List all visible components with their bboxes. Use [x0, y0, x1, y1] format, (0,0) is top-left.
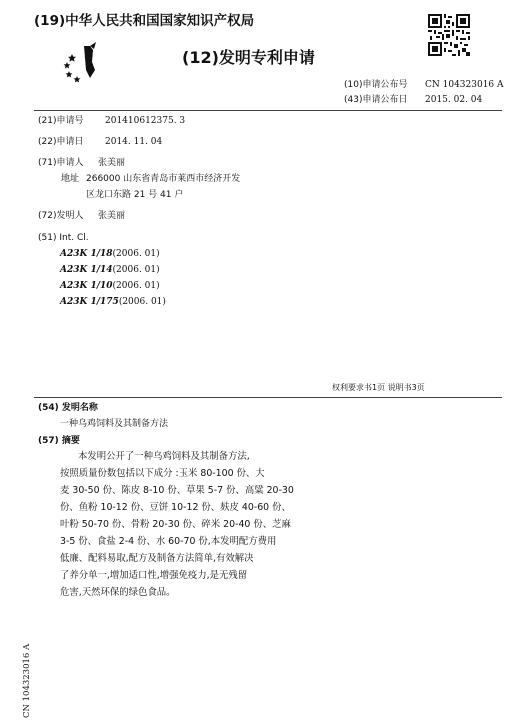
ipc-version: (2006. 01)	[118, 297, 166, 307]
ipc-version: (2006. 01)	[112, 265, 160, 275]
abstract-line: 麦 30-50 份、陈皮 8-10 份、草果 5-7 份、高粱 20-30	[60, 485, 294, 496]
abstract-line: 按照质量份数包括以下成分 :玉米 80-100 份、大	[60, 468, 265, 479]
address-line-2: 区龙口东路 21 号 41 户	[86, 190, 184, 200]
inventor-name: 张美丽	[98, 211, 126, 221]
application-date-label: (22)申请日	[38, 137, 84, 147]
abstract-line: 低廉、配料易取,配方及制备方法简单,有效解决	[60, 553, 254, 564]
abstract-text	[60, 448, 294, 601]
publication-number: CN 104323016 A	[425, 80, 504, 90]
int-cl-label: (51) Int. Cl.	[38, 233, 89, 243]
application-number-label: (21)申请号	[38, 116, 84, 126]
ipc-version: (2006. 01)	[112, 281, 160, 291]
ipc-entry	[60, 280, 160, 292]
abstract-line: 了养分单一,增加适口性,增强免疫力,是无残留	[60, 570, 248, 581]
ipc-code: A23K 1/175	[60, 297, 119, 307]
abstract-label: (57) 摘要	[38, 436, 80, 446]
abstract-line: 3-5 份、食盐 2-4 份、水 60-70 份,本发明配方费用	[60, 536, 277, 547]
applicant-label: (71)申请人	[38, 158, 84, 168]
header-divider	[34, 110, 502, 111]
address-line-1: 266000 山东省青岛市莱西市经济开发	[86, 174, 241, 184]
cnipa-logo-icon	[60, 40, 106, 88]
ipc-version: (2006. 01)	[112, 249, 160, 259]
ipc-code: A23K 1/18	[60, 249, 113, 259]
abstract-line: 危害,天然环保的绿色食品。	[60, 587, 176, 598]
publication-date-label: (43)申请公布日	[344, 95, 408, 105]
section-divider	[34, 397, 502, 398]
pages-note: 权利要求书1页 说明书3页	[332, 383, 425, 392]
office-title: (19)中华人民共和国国家知识产权局	[34, 13, 255, 29]
ipc-code: A23K 1/14	[60, 265, 113, 275]
abstract-line: 份、鱼粉 10-12 份、豆饼 10-12 份、麸皮 40-60 份、	[60, 502, 291, 513]
invention-title: 一种乌鸡饲料及其制备方法	[60, 419, 169, 429]
qr-code-icon	[428, 14, 470, 60]
ipc-entry	[60, 248, 160, 260]
title-label: (54) 发明名称	[38, 403, 98, 413]
side-publication-code: CN 104323016 A	[22, 643, 32, 718]
ipc-entry	[60, 264, 160, 276]
publication-number-label: (10)申请公布号	[344, 80, 408, 90]
address-label: 地址	[61, 174, 80, 184]
application-date: 2014. 11. 04	[105, 137, 163, 147]
document-type: (12)发明专利申请	[182, 48, 315, 67]
publication-date: 2015. 02. 04	[425, 95, 483, 105]
ipc-entry	[60, 296, 166, 308]
application-number: 201410612375. 3	[105, 116, 186, 126]
ipc-code: A23K 1/10	[60, 281, 113, 291]
abstract-line: 叶粉 50-70 份、骨粉 20-30 份、碎米 20-40 份、芝麻	[60, 519, 291, 530]
applicant-name: 张美丽	[98, 158, 126, 168]
inventor-label: (72)发明人	[38, 211, 84, 221]
abstract-line: 本发明公开了一种乌鸡饲料及其制备方法,	[78, 451, 250, 462]
